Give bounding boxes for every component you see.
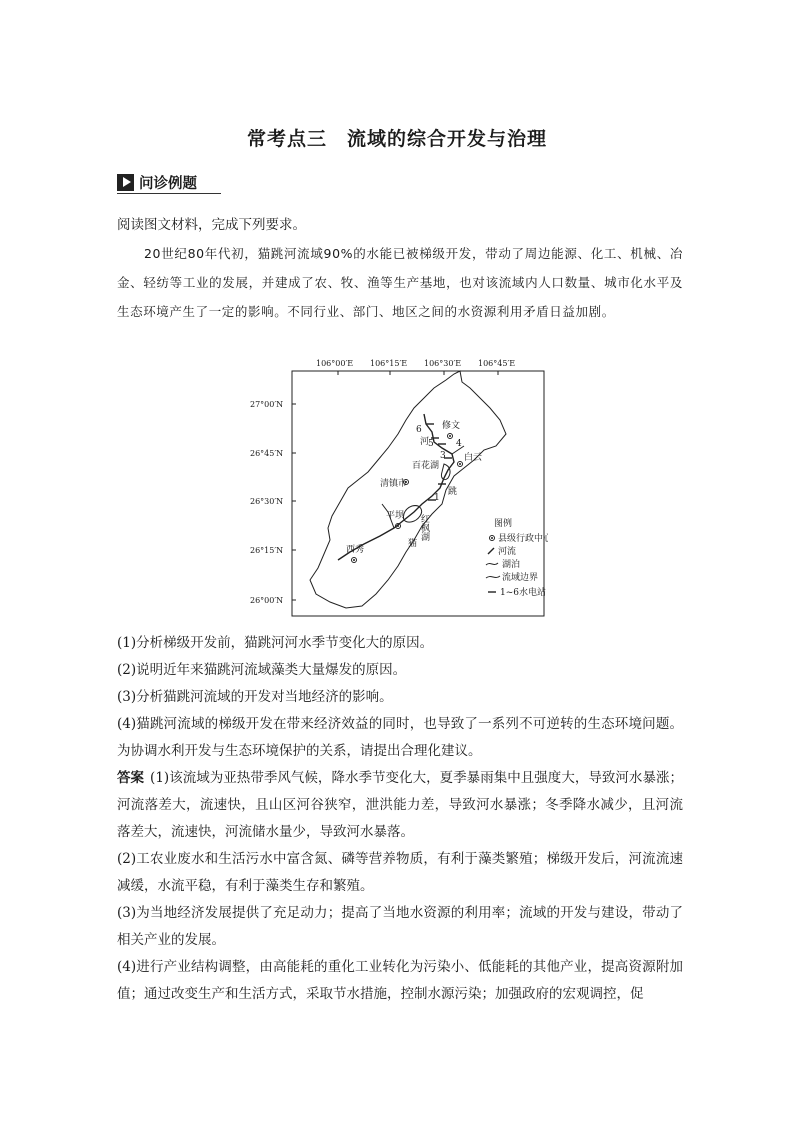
lon-label: 106°30′E — [424, 359, 462, 368]
answer-item: (2)工农业废水和生活污水中富含氮、磷等营养物质，有利于藻类繁殖；梯级开发后，河流流速减缓，水流平稳，有利于藻类生存和繁殖。 — [117, 851, 683, 894]
river-char: 跳 — [448, 487, 458, 497]
city-markers — [352, 434, 463, 563]
city-label: 修文 — [442, 421, 461, 431]
answer-label: 答案 — [117, 770, 145, 786]
river-char: 河 — [420, 437, 430, 447]
legend-item: 湖泊 — [502, 560, 521, 570]
answer-item — [117, 765, 683, 846]
legend-item: 县级行政中心 — [498, 534, 548, 544]
section-underline — [117, 193, 221, 194]
basin-boundary — [310, 371, 506, 608]
legend-item: 1~6水电站 — [500, 588, 546, 598]
play-triangle-icon — [117, 174, 134, 191]
question-item: (2)说明近年来猫跳河流域藻类大量爆发的原因。 — [117, 662, 407, 678]
page-title: 常考点三 流域的综合开发与治理 — [246, 128, 547, 150]
lon-axis — [316, 359, 515, 375]
city-label: 白云 — [464, 453, 483, 463]
city-label: 西秀 — [346, 545, 365, 555]
river-char: 猫 — [408, 539, 418, 549]
lat-label: 27°00′N — [250, 400, 284, 409]
lon-label: 106°00′E — [316, 359, 354, 368]
answer-item: (3)为当地经济发展提供了充足动力；提高了当地水资源的利用率；流域的开发与建设，带动了相关产业的发展。 — [117, 905, 683, 948]
question-item: (3)分析猫跳河流域的开发对当地经济的影响。 — [117, 689, 393, 705]
lon-label: 106°45′E — [478, 359, 516, 368]
lat-label: 26°15′N — [250, 546, 284, 555]
section-label: 问诊例题 — [139, 175, 197, 192]
answer-item: (4)进行产业结构调整，由高能耗的重化工业转化为污染小、低能耗的其他产业，提高资源附加值；通过改变生产和生活方式，采取节水措施，控制水源污染；加强政府的宏观调控，促 — [117, 959, 683, 1002]
station-label: 6 — [416, 425, 422, 435]
map-legend — [486, 517, 548, 598]
lake — [441, 464, 450, 480]
legend-title: 图例 — [494, 519, 513, 529]
material-paragraph: 20世纪80年代初，猫跳河流域90%的水能已被梯级开发，带动了周边能源、化工、机械、冶金、轻纺等工业的发展，并建成了农、牧、渔等生产基地，也对该流域内人口数量、城市化水平及生态环境产生了一定的影响。不同行业、部门、地区之间的水资源利用矛盾日益加剧。 — [117, 246, 683, 319]
legend-item: 流域边界 — [502, 573, 539, 583]
questions-block — [117, 630, 683, 1008]
city-label: 百花湖 — [412, 461, 440, 471]
question-item: (1)分析梯级开发前，猫跳河河水季节变化大的原因。 — [117, 635, 434, 651]
station-label: 5 — [428, 439, 434, 449]
city-label: 清镇市 — [380, 479, 408, 489]
question-item: (4)猫跳河流域的梯级开发在带来经济效益的同时，也导致了一系列不可逆转的生态环境问题。为协调水利开发与生态环境保护的关系，请提出合理化建议。 — [117, 716, 683, 759]
station-label: 3 — [440, 451, 446, 461]
station-label: 4 — [456, 439, 462, 449]
lake-label: 红枫湖 — [419, 514, 429, 541]
answer-text: (1)该流域为亚热带季风气候，降水季节变化大，夏季暴雨集中且强度大，导致河水暴涨；河流落差大，流速快，且山区河谷狭窄，泄洪能力差，导致河水暴涨；冬季降水减少，且河流落差大，流速快，河流储水量少，导致河水暴落。 — [117, 770, 683, 840]
lat-label: 26°00′N — [250, 596, 284, 605]
station-label: 1 — [434, 493, 440, 503]
intro-text: 阅读图文材料，完成下列要求。 — [117, 217, 306, 233]
city-label: 平坝 — [386, 511, 405, 521]
lon-label: 106°15′E — [370, 359, 408, 368]
legend-item: 河流 — [498, 547, 517, 557]
lat-label: 26°45′N — [250, 449, 284, 458]
lat-axis — [250, 400, 296, 605]
basin-map — [248, 354, 548, 619]
section-header — [117, 172, 197, 192]
lat-label: 26°30′N — [250, 497, 284, 506]
